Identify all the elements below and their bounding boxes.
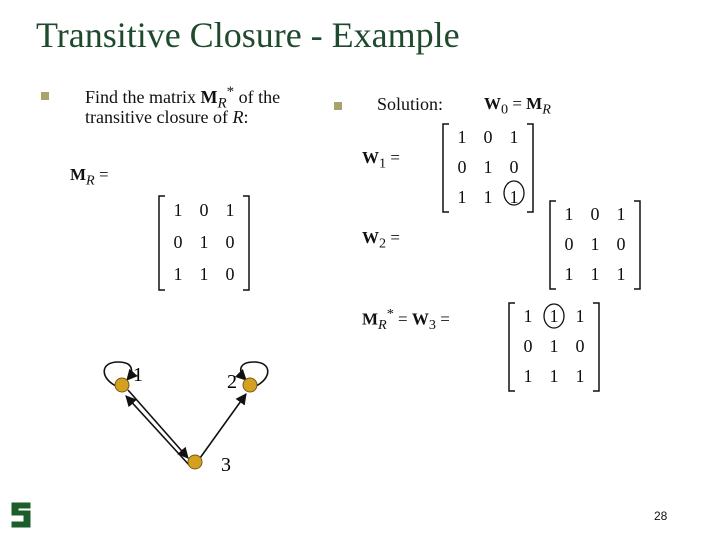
solution-label: Solution:: [377, 94, 444, 114]
graph-node-3: [188, 455, 202, 469]
matrix-cell: 1: [457, 187, 467, 207]
edge-3-to-1: [126, 396, 190, 466]
problem-line-2: transitive closure of R:: [85, 107, 249, 127]
matrix-cell: 1: [509, 187, 519, 207]
matrix-cell: 1: [483, 157, 493, 177]
matrix-cell: 0: [173, 232, 183, 252]
matrix-cell: 0: [509, 157, 519, 177]
graph-node-1: [115, 378, 129, 392]
w3-label: $M_R^* = W_3$ =: [362, 306, 450, 334]
matrix-cell: 1: [549, 366, 559, 386]
matrix-cell: 0: [523, 336, 533, 356]
matrix-cell: 0: [457, 157, 467, 177]
matrix-cell: 1: [575, 366, 585, 386]
matrix-cell: 0: [616, 234, 626, 254]
mr-label: $M_R$ =: [70, 165, 109, 189]
matrix-cell: 1: [575, 306, 585, 326]
node-label-2: 2: [227, 371, 237, 393]
matrix-cell: 1: [509, 127, 519, 147]
matrix-cell: 1: [199, 264, 209, 284]
matrix-cell: 1: [199, 232, 209, 252]
matrix-cell: 0: [564, 234, 574, 254]
matrix-cell: 1: [564, 264, 574, 284]
matrix-cell: 1: [173, 200, 183, 220]
slide-title: Transitive Closure - Example: [36, 15, 460, 55]
matrix-cell: 1: [549, 306, 559, 326]
matrix-cell: 1: [564, 204, 574, 224]
matrix-cell: 1: [549, 336, 559, 356]
matrix-cell: 1: [225, 200, 235, 220]
matrix-cell: 1: [457, 127, 467, 147]
matrix-cell: 1: [616, 264, 626, 284]
graph-node-2: [243, 378, 257, 392]
edge-3-to-2: [200, 394, 246, 458]
matrix-cell: 0: [575, 336, 585, 356]
university-logo: [8, 500, 34, 530]
node-label-1: 1: [133, 364, 143, 386]
w1-label: $W_1$ =: [362, 148, 400, 172]
node-label-3: 3: [221, 454, 231, 476]
matrix-cell: 1: [590, 264, 600, 284]
matrix-cell: 1: [483, 187, 493, 207]
matrix-cell: 1: [590, 234, 600, 254]
problem-line-1: Find the matrix $M_R^*$ of the: [85, 84, 281, 112]
w2-label: $W_2$ =: [362, 228, 400, 252]
w0-label: $W_0 = M_R$: [484, 94, 551, 118]
matrix-cell: 0: [590, 204, 600, 224]
matrix-cell: 0: [225, 264, 235, 284]
edge-1-to-3: [128, 390, 188, 458]
matrix-cell: 0: [199, 200, 209, 220]
matrix-cell: 1: [173, 264, 183, 284]
matrix-cell: 0: [225, 232, 235, 252]
matrix-cell: 0: [483, 127, 493, 147]
matrix-cell: 1: [523, 306, 533, 326]
matrix-cell: 1: [616, 204, 626, 224]
page-number: 28: [654, 509, 668, 523]
matrix-cell: 1: [523, 366, 533, 386]
